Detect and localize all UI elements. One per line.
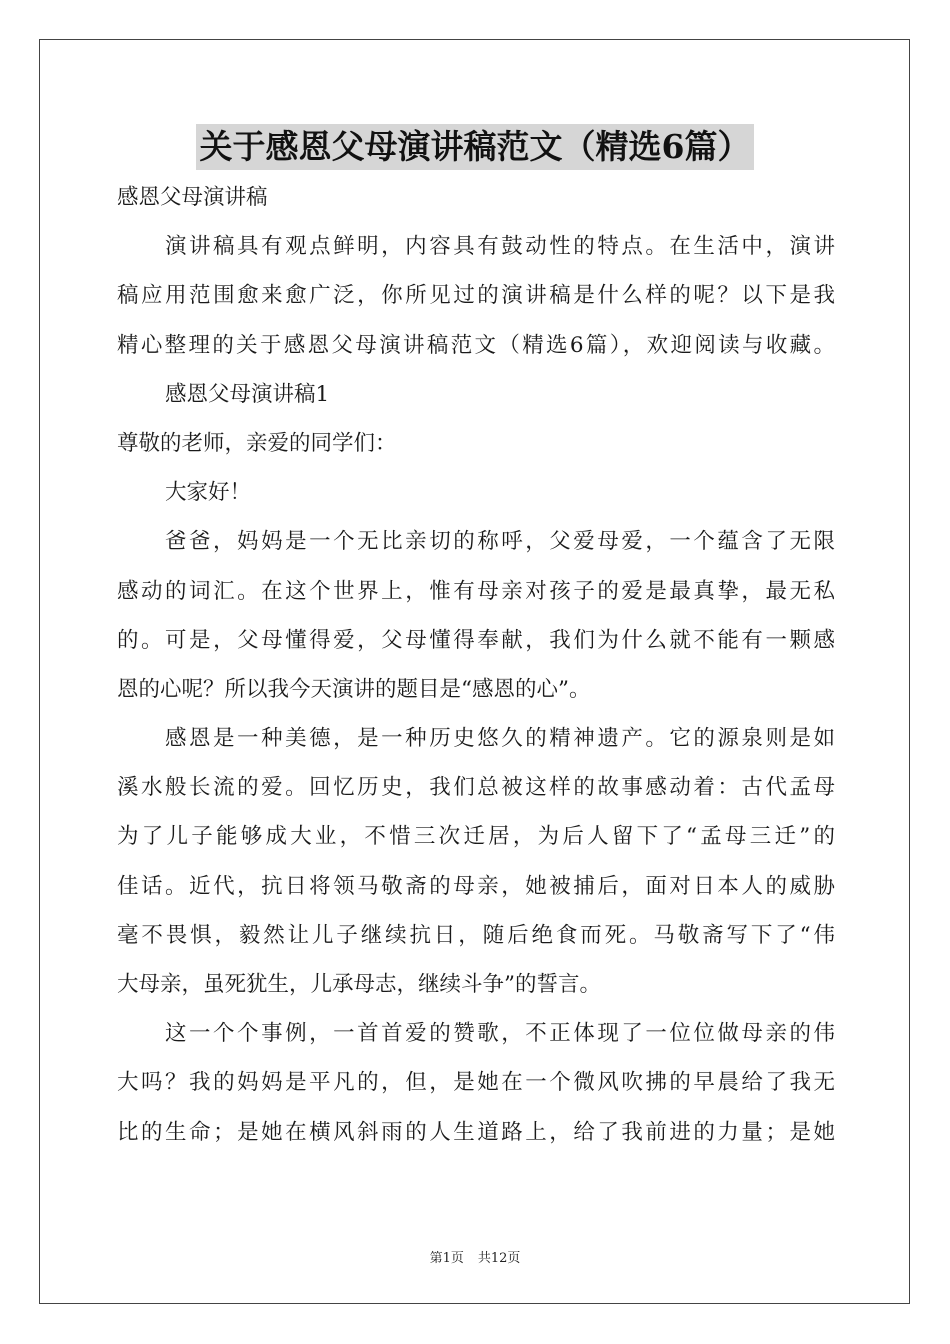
body-line: 感恩父母演讲稿 — [117, 185, 268, 210]
body-line: 毫不畏惧，毅然让儿子继续抗日，随后绝食而死。马敬斋写下了“伟 — [117, 922, 835, 948]
body-line: 这一个个事例，一首首爱的赞歌，不正体现了一位位做母亲的伟 — [165, 1021, 835, 1047]
title-container — [0, 124, 950, 170]
body-line: 恩的心呢？所以我今天演讲的题目是“感恩的心”。 — [117, 676, 591, 702]
body-line: 精心整理的关于感恩父母演讲稿范文（精选6篇），欢迎阅读与收藏。 — [117, 332, 835, 358]
page-number: 第1页 — [429, 1251, 464, 1266]
body-line: 感恩是一种美德，是一种历史悠久的精神遗产。它的源泉则是如 — [165, 726, 835, 752]
document-body — [117, 173, 835, 1157]
body-line: 尊敬的老师，亲爱的同学们： — [117, 430, 397, 456]
body-line: 大家好！ — [165, 480, 252, 506]
body-line: 爸爸，妈妈是一个无比亲切的称呼，父爱母爱，一个蕴含了无限 — [165, 529, 835, 555]
document-title: 关于感恩父母演讲稿范文（精选6篇） — [196, 124, 755, 170]
body-line: 佳话。近代，抗日将领马敬斋的母亲，她被捕后，面对日本人的威胁 — [117, 873, 835, 899]
page-footer — [0, 1247, 950, 1266]
body-line: 为了儿子能够成大业，不惜三次迁居，为后人留下了“孟母三迁”的 — [117, 824, 835, 850]
body-line: 稿应用范围愈来愈广泛，你所见过的演讲稿是什么样的呢？以下是我 — [117, 283, 835, 309]
body-line: 感动的词汇。在这个世界上，惟有母亲对孩子的爱是最真挚，最无私 — [117, 578, 835, 604]
body-line: 溪水般长流的爱。回忆历史，我们总被这样的故事感动着：古代孟母 — [117, 775, 835, 801]
body-line: 感恩父母演讲稿1 — [165, 381, 330, 407]
body-line: 演讲稿具有观点鲜明，内容具有鼓动性的特点。在生活中，演讲 — [165, 234, 835, 260]
body-line: 比的生命；是她在横风斜雨的人生道路上，给了我前进的力量；是她 — [117, 1119, 835, 1145]
page-total: 共12页 — [477, 1251, 521, 1266]
body-line: 大吗？我的妈妈是平凡的，但，是她在一个微风吹拂的早晨给了我无 — [117, 1070, 835, 1096]
body-line: 大母亲，虽死犹生，儿承母志，继续斗争”的誓言。 — [117, 972, 601, 997]
body-line: 的。可是，父母懂得爱，父母懂得奉献，我们为什么就不能有一颗感 — [117, 627, 835, 653]
